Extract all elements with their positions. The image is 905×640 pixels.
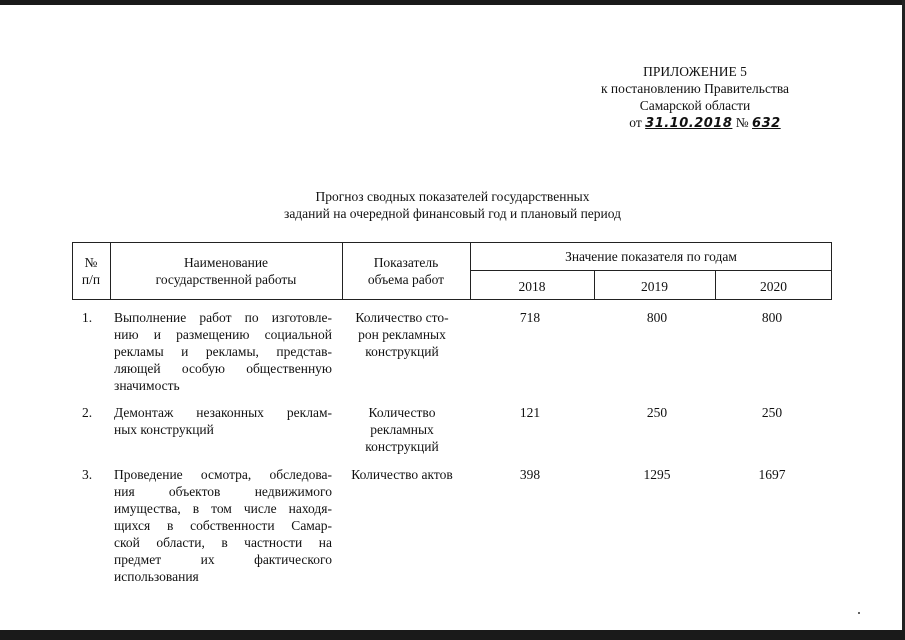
row-indicator bbox=[342, 309, 462, 360]
header-year-2020: 2020 bbox=[760, 279, 787, 294]
row-indicator-line: конструкций bbox=[365, 344, 439, 359]
handwritten-number: 632 bbox=[752, 116, 781, 131]
header-name bbox=[110, 254, 342, 288]
row-name-line: Выполнение работ по изготовле- bbox=[114, 310, 332, 325]
row-indicator-line: Количество актов bbox=[351, 467, 453, 482]
row-name-line: нию и размещению социальной bbox=[114, 327, 332, 342]
table-header bbox=[72, 242, 832, 300]
value-2019: 1295 bbox=[643, 467, 671, 482]
value-2020: 1697 bbox=[758, 467, 786, 482]
row-name-line: ния объектов недвижимого bbox=[114, 484, 332, 499]
row-number: 3. bbox=[81, 467, 93, 482]
number-label: № bbox=[735, 115, 749, 130]
row-number: 2. bbox=[81, 405, 93, 420]
appendix-title: ПРИЛОЖЕНИЕ 5 bbox=[643, 64, 747, 79]
scan-speck bbox=[858, 612, 860, 614]
value-2019: 250 bbox=[646, 405, 668, 420]
from-label: от bbox=[629, 115, 642, 130]
header-indicator-line1: Показатель bbox=[373, 255, 439, 270]
row-name-line: ных конструкций bbox=[114, 422, 214, 437]
row-name-line: ляющей особую общественную bbox=[114, 361, 332, 376]
row-name bbox=[114, 404, 332, 438]
scan-top-edge bbox=[0, 0, 905, 5]
row-number: 1. bbox=[81, 310, 93, 325]
value-2018: 121 bbox=[519, 405, 541, 420]
row-indicator-line: Количество bbox=[368, 405, 436, 420]
row-name-line: предмет их фактического bbox=[114, 552, 332, 567]
scan-bottom-edge bbox=[0, 630, 905, 640]
header-indicator-line2: объема работ bbox=[367, 272, 445, 287]
header-num-line1: № bbox=[84, 255, 98, 270]
row-name bbox=[114, 466, 332, 585]
row-name-line: щихся в собственности Самар- bbox=[114, 518, 332, 533]
row-indicator-line: конструкций bbox=[365, 439, 439, 454]
header-name-line2: государственной работы bbox=[155, 272, 297, 287]
header-indicator bbox=[342, 254, 470, 288]
value-2020: 250 bbox=[761, 405, 783, 420]
header-values-group: Значение показателя по годам bbox=[565, 249, 737, 264]
row-name-line: Проведение осмотра, обследова- bbox=[114, 467, 332, 482]
value-2018: 398 bbox=[519, 467, 541, 482]
handwritten-date: 31.10.2018 bbox=[645, 116, 733, 131]
document-title-line2: заданий на очередной финансовый год и плановый период bbox=[283, 206, 621, 221]
header-name-line1: Наименование bbox=[183, 255, 269, 270]
header-num bbox=[72, 254, 110, 288]
document-title bbox=[200, 188, 705, 222]
value-2020: 800 bbox=[761, 310, 783, 325]
header-year-2019: 2019 bbox=[641, 279, 668, 294]
header-years-divider bbox=[470, 270, 832, 271]
row-indicator bbox=[342, 404, 462, 455]
document-title-line1: Прогноз сводных показателей государственных bbox=[315, 189, 590, 204]
row-indicator bbox=[342, 466, 462, 483]
value-2019: 800 bbox=[646, 310, 668, 325]
row-name-line: Демонтаж незаконных реклам- bbox=[114, 405, 332, 420]
row-name-line: рекламы и рекламы, представ- bbox=[114, 344, 332, 359]
row-name-line: значимость bbox=[114, 378, 180, 393]
row-indicator-line: Количество сто- bbox=[355, 310, 449, 325]
appendix-header bbox=[560, 63, 830, 132]
row-indicator-line: рекламных bbox=[370, 422, 434, 437]
header-num-line2: п/п bbox=[81, 272, 101, 287]
row-name-line: ской области, в частности на bbox=[114, 535, 332, 550]
row-name-line: использования bbox=[114, 569, 199, 584]
header-year-2018: 2018 bbox=[518, 279, 546, 294]
header-bottom-border bbox=[72, 299, 832, 300]
appendix-date-line bbox=[560, 114, 830, 132]
row-indicator-line: рон рекламных bbox=[358, 327, 446, 342]
row-name bbox=[114, 309, 332, 394]
value-2018: 718 bbox=[519, 310, 541, 325]
appendix-line2: к постановлению Правительства bbox=[600, 81, 790, 96]
appendix-line3: Самарской области bbox=[639, 98, 751, 113]
row-name-line: имущества, в том числе находя- bbox=[114, 501, 332, 516]
header-top-border bbox=[72, 242, 832, 243]
